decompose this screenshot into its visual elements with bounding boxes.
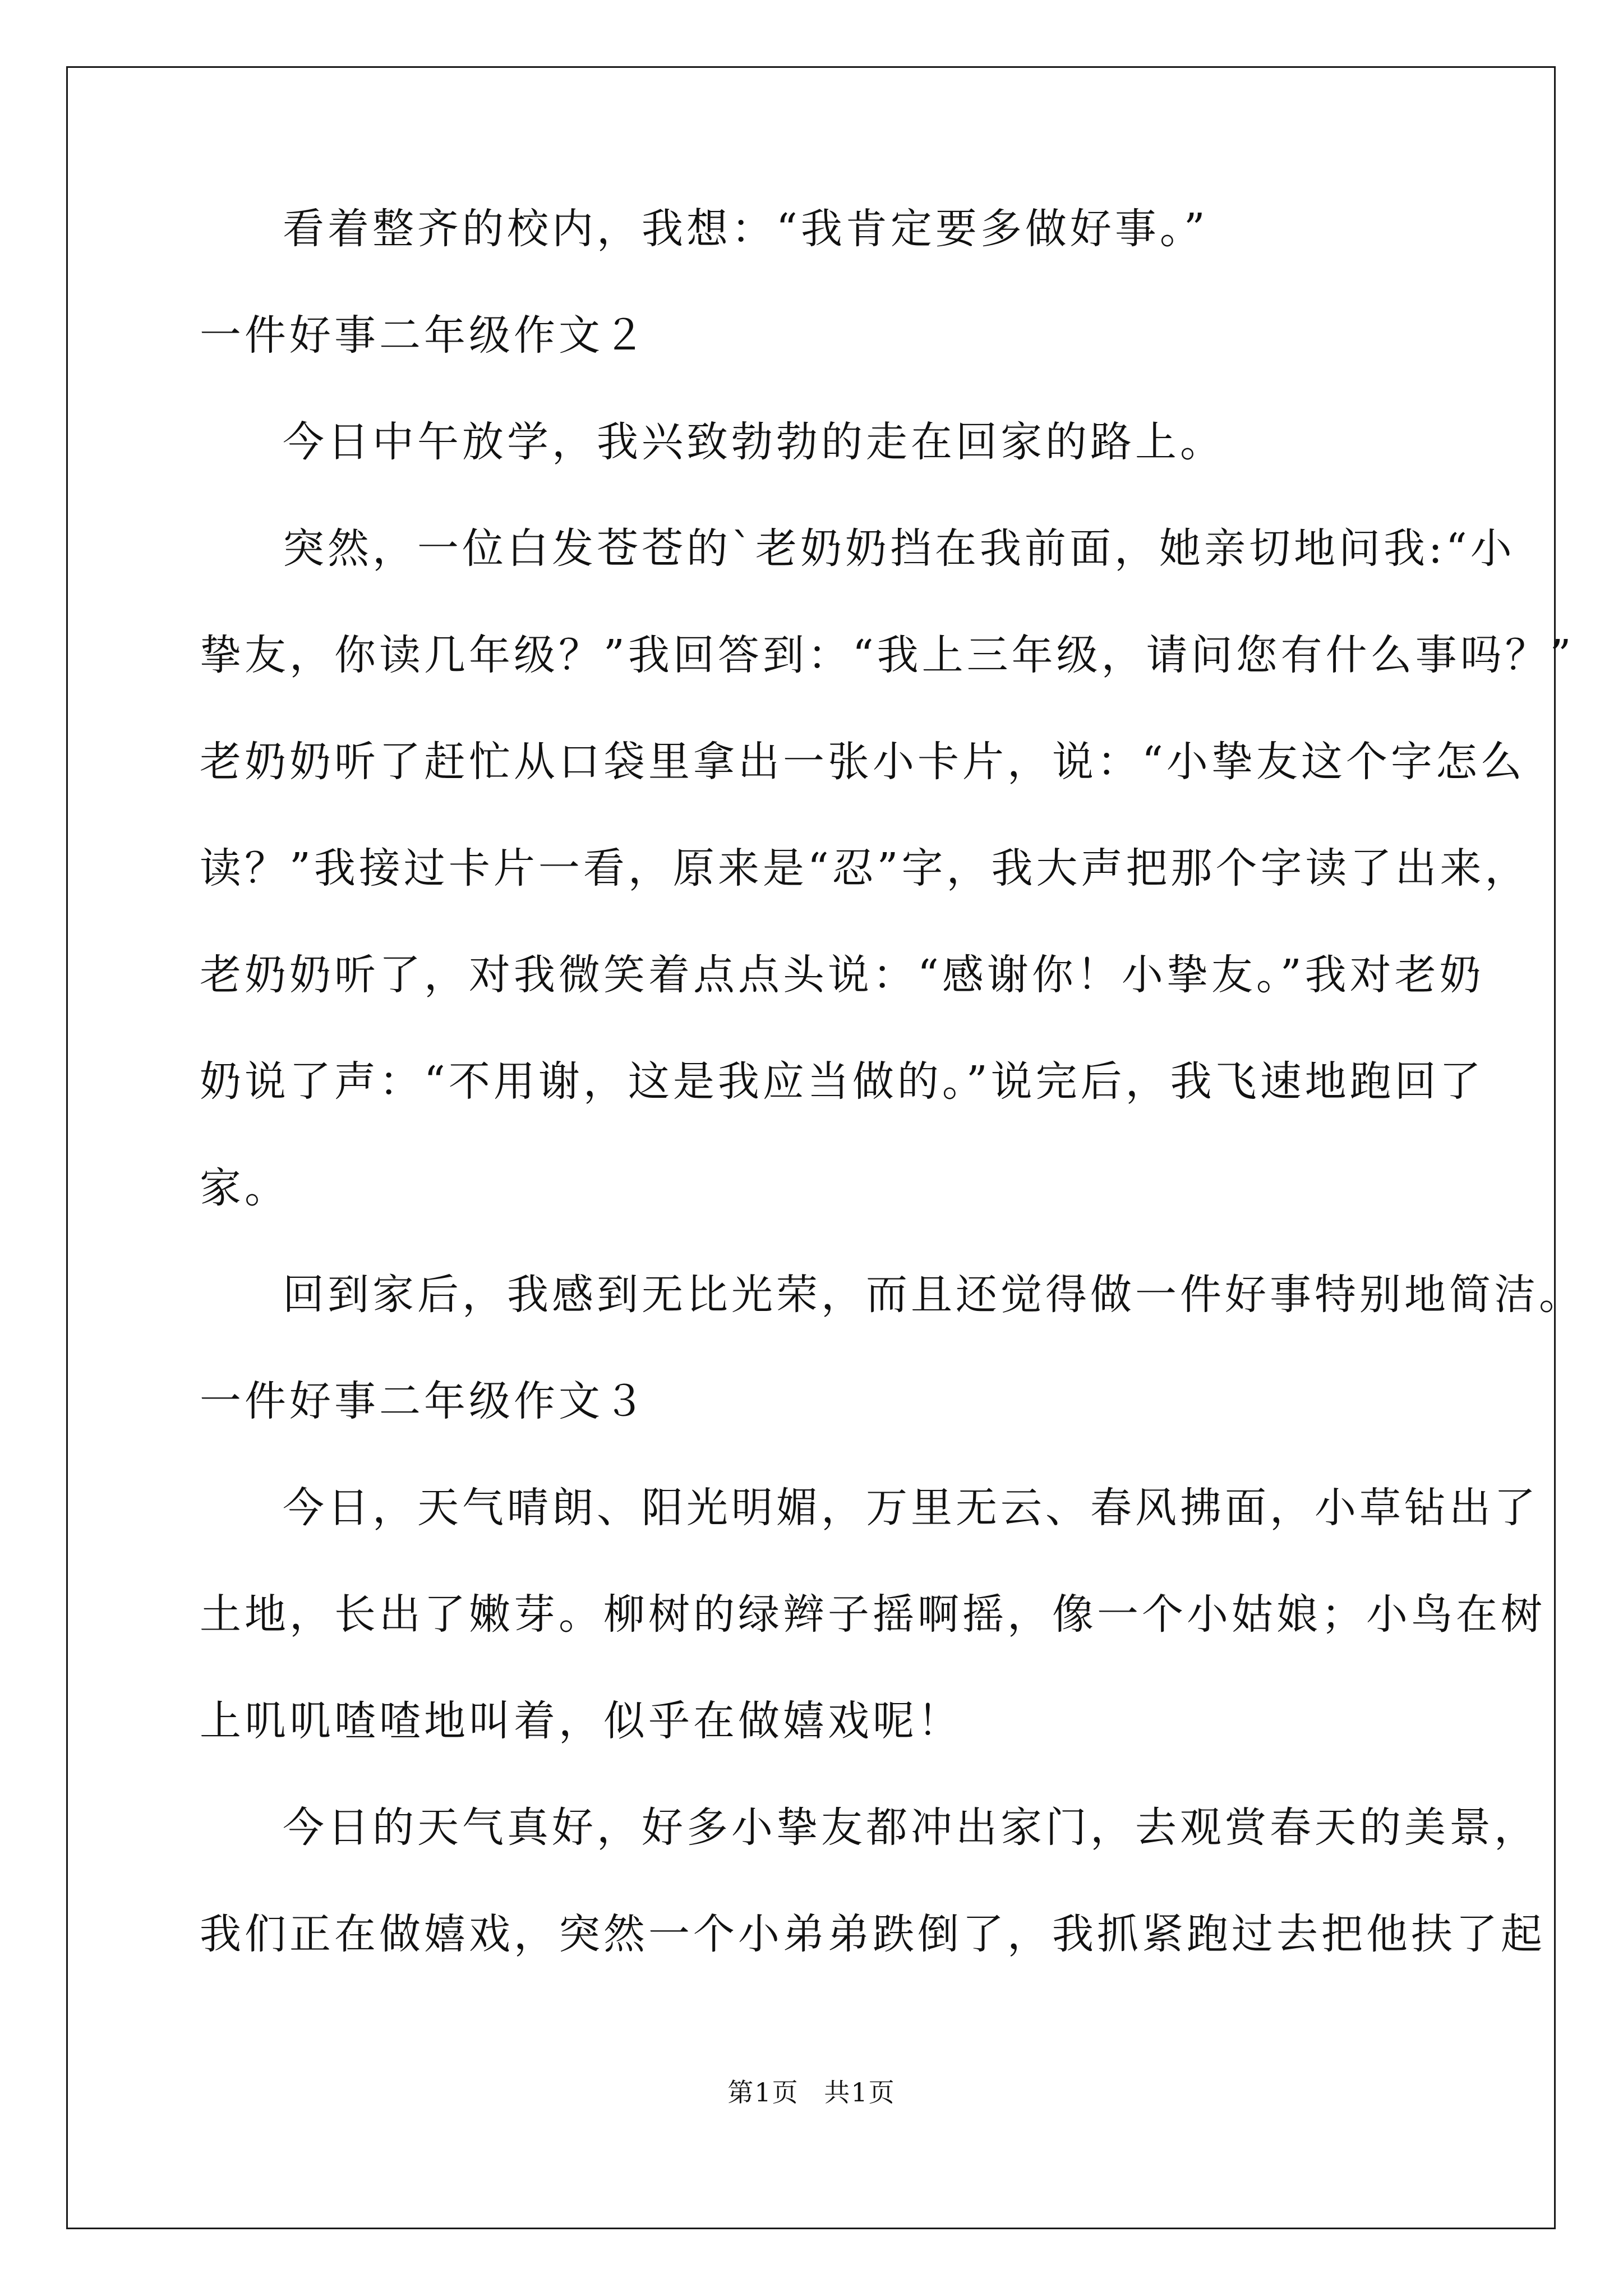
text-line: 突然，一位白发苍苍的`老奶奶挡在我前面，她亲切地问我:“小 [283, 524, 1515, 573]
text-line: 老奶奶听了赶忙从口袋里拿出一张小卡片，说：“小挚友这个字怎么 [200, 738, 1525, 786]
text-line: 老奶奶听了，对我微笑着点点头说：“感谢你！小挚友。”我对老奶 [200, 951, 1484, 999]
text-line: 看着整齐的校内，我想：“我肯定要多做好事。” [283, 205, 1209, 253]
text-line: 上叽叽喳喳地叫着，似乎在做嬉戏呢！ [200, 1697, 962, 1745]
text-line: 读？”我接过卡片一看，原来是“忍”字，我大声把那个字读了出来， [200, 844, 1530, 892]
text-line: 回到家后，我感到无比光荣，而且还觉得做一件好事特别地简洁。 [283, 1271, 1584, 1319]
text-line: 今日，天气晴朗、阳光明媚，万里无云、春风拂面，小草钻出了 [283, 1484, 1539, 1532]
text-line: 一件好事二年级作文２ [200, 311, 648, 360]
page-total: 共1页 [824, 2077, 896, 2108]
text-line: 挚友，你读几年级？”我回答到：“我上三年级，请问您有什么事吗？” [200, 631, 1575, 679]
text-line: 一件好事二年级作文３ [200, 1377, 648, 1425]
document-body [200, 202, 1584, 2014]
page-number: 第1页 [727, 2077, 799, 2108]
text-line: 家。 [200, 1164, 289, 1212]
text-line: 土地，长出了嫩芽。柳树的绿辫子摇啊摇，像一个小姑娘；小鸟在树 [200, 1590, 1546, 1639]
text-line: 我们正在做嬉戏，突然一个小弟弟跌倒了，我抓紧跑过去把他扶了起 [200, 1910, 1546, 1958]
text-line: 奶说了声：“不用谢，这是我应当做的。”说完后，我飞速地跑回了 [200, 1057, 1484, 1106]
page-footer [0, 2076, 1623, 2109]
text-line: 今日的天气真好，好多小挚友都冲出家门，去观赏春天的美景， [283, 1803, 1539, 1852]
text-line: 今日中午放学，我兴致勃勃的走在回家的路上。 [283, 418, 1225, 466]
